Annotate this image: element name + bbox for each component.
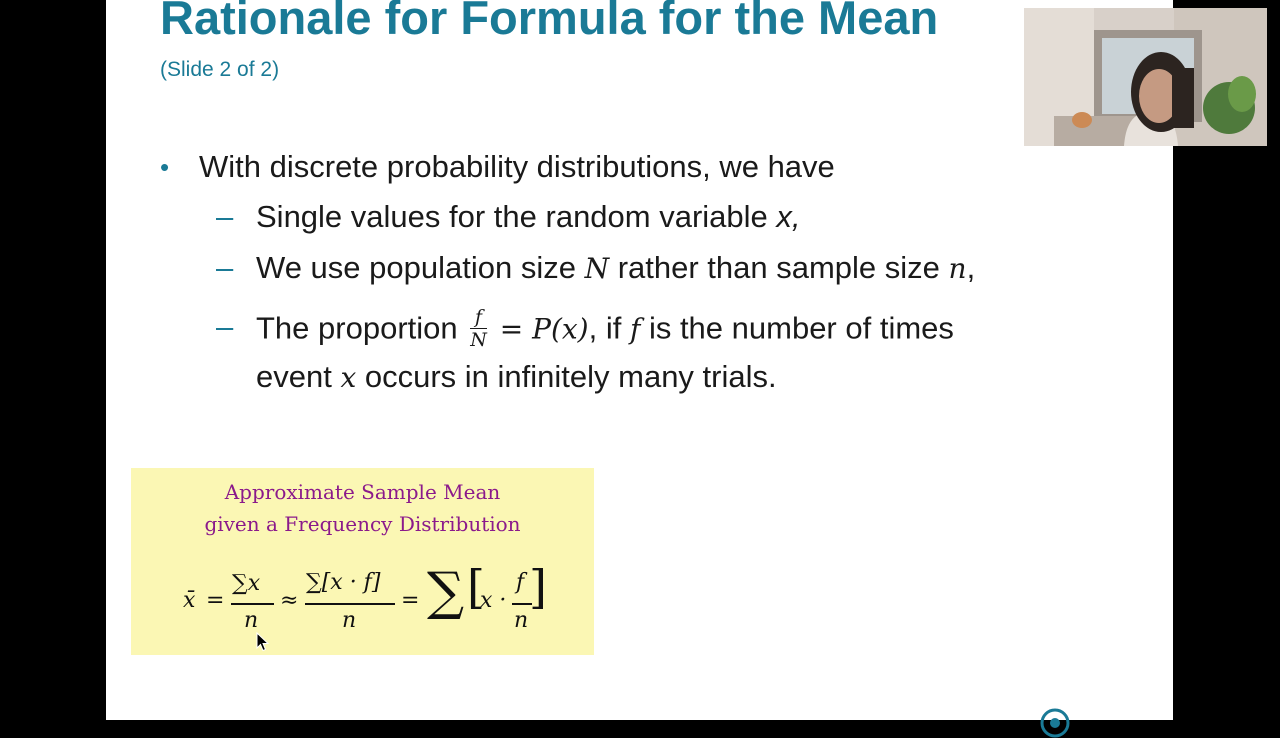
- fraction-f-over-N: [470, 307, 487, 350]
- variable-x: x,: [776, 199, 801, 234]
- text-segment: The proportion: [256, 310, 467, 346]
- fraction-denominator: N: [470, 329, 487, 351]
- presenter-video-icon: [1024, 8, 1267, 146]
- fraction-bar: [305, 603, 395, 605]
- formula-box-title-line: given a Frequency Distribution: [204, 512, 521, 536]
- argument-x: (x): [550, 312, 589, 346]
- fraction-denominator: n: [514, 608, 529, 633]
- fraction-denominator: n: [342, 608, 357, 633]
- text-segment: , if: [588, 310, 630, 346]
- dash-icon: –: [216, 199, 234, 234]
- slide-title: Rationale for Formula for the Mean: [160, 0, 939, 44]
- approx-sign: ≈: [280, 588, 299, 613]
- formula-box: [131, 468, 594, 655]
- fraction-denominator: n: [244, 608, 259, 633]
- fraction-numerator: f: [470, 307, 487, 329]
- mouse-cursor-icon: [256, 632, 270, 652]
- text-segment: We use population size: [256, 250, 585, 285]
- text-segment: ,: [966, 250, 976, 285]
- equals-sign: =: [401, 588, 420, 613]
- dash-icon: –: [216, 309, 234, 344]
- bullet-dot-icon: •: [160, 152, 170, 182]
- equals-sign: =: [206, 588, 225, 613]
- equals-sign: =: [490, 312, 533, 346]
- fraction-numerator: f: [516, 570, 525, 595]
- logo-icon: [1040, 708, 1070, 738]
- text-segment: occurs in infinitely many trials.: [356, 359, 777, 394]
- sub-bullet-text: [256, 250, 975, 287]
- right-bracket: ]: [529, 560, 547, 614]
- formula-box-title: [131, 476, 594, 540]
- slide: [106, 0, 1173, 720]
- text-segment: rather than sample size: [609, 250, 949, 285]
- left-bracket: [: [467, 560, 485, 614]
- x-bar-symbol: x̄: [183, 588, 196, 613]
- fraction-bar: [231, 603, 274, 605]
- dash-icon: –: [216, 250, 234, 285]
- variable-P: P: [532, 312, 551, 346]
- sub-bullet-text: [256, 359, 777, 396]
- variable-N: N: [584, 252, 610, 285]
- text-segment: event: [256, 359, 341, 394]
- bullet-text: With discrete probability distributions, we have: [199, 149, 835, 184]
- sub-bullet-text: [256, 199, 801, 235]
- summation-icon: ∑: [427, 562, 465, 622]
- variable-f: f: [629, 312, 641, 346]
- fraction-numerator: ∑[x · f]: [306, 570, 381, 595]
- variable-n: n: [948, 252, 967, 285]
- slide-subtitle: (Slide 2 of 2): [160, 58, 280, 81]
- text-segment: Single values for the random variable: [256, 199, 777, 234]
- text-segment: is the number of times: [640, 310, 954, 346]
- fraction-numerator: ∑x: [232, 571, 261, 596]
- sub-bullet-text: [256, 306, 954, 352]
- variable-x: x: [340, 361, 357, 394]
- sample-mean-formula: [131, 560, 594, 644]
- presenter-webcam[interactable]: [1024, 8, 1267, 146]
- x-times: x ·: [480, 588, 507, 613]
- formula-box-title-line: Approximate Sample Mean: [224, 480, 501, 504]
